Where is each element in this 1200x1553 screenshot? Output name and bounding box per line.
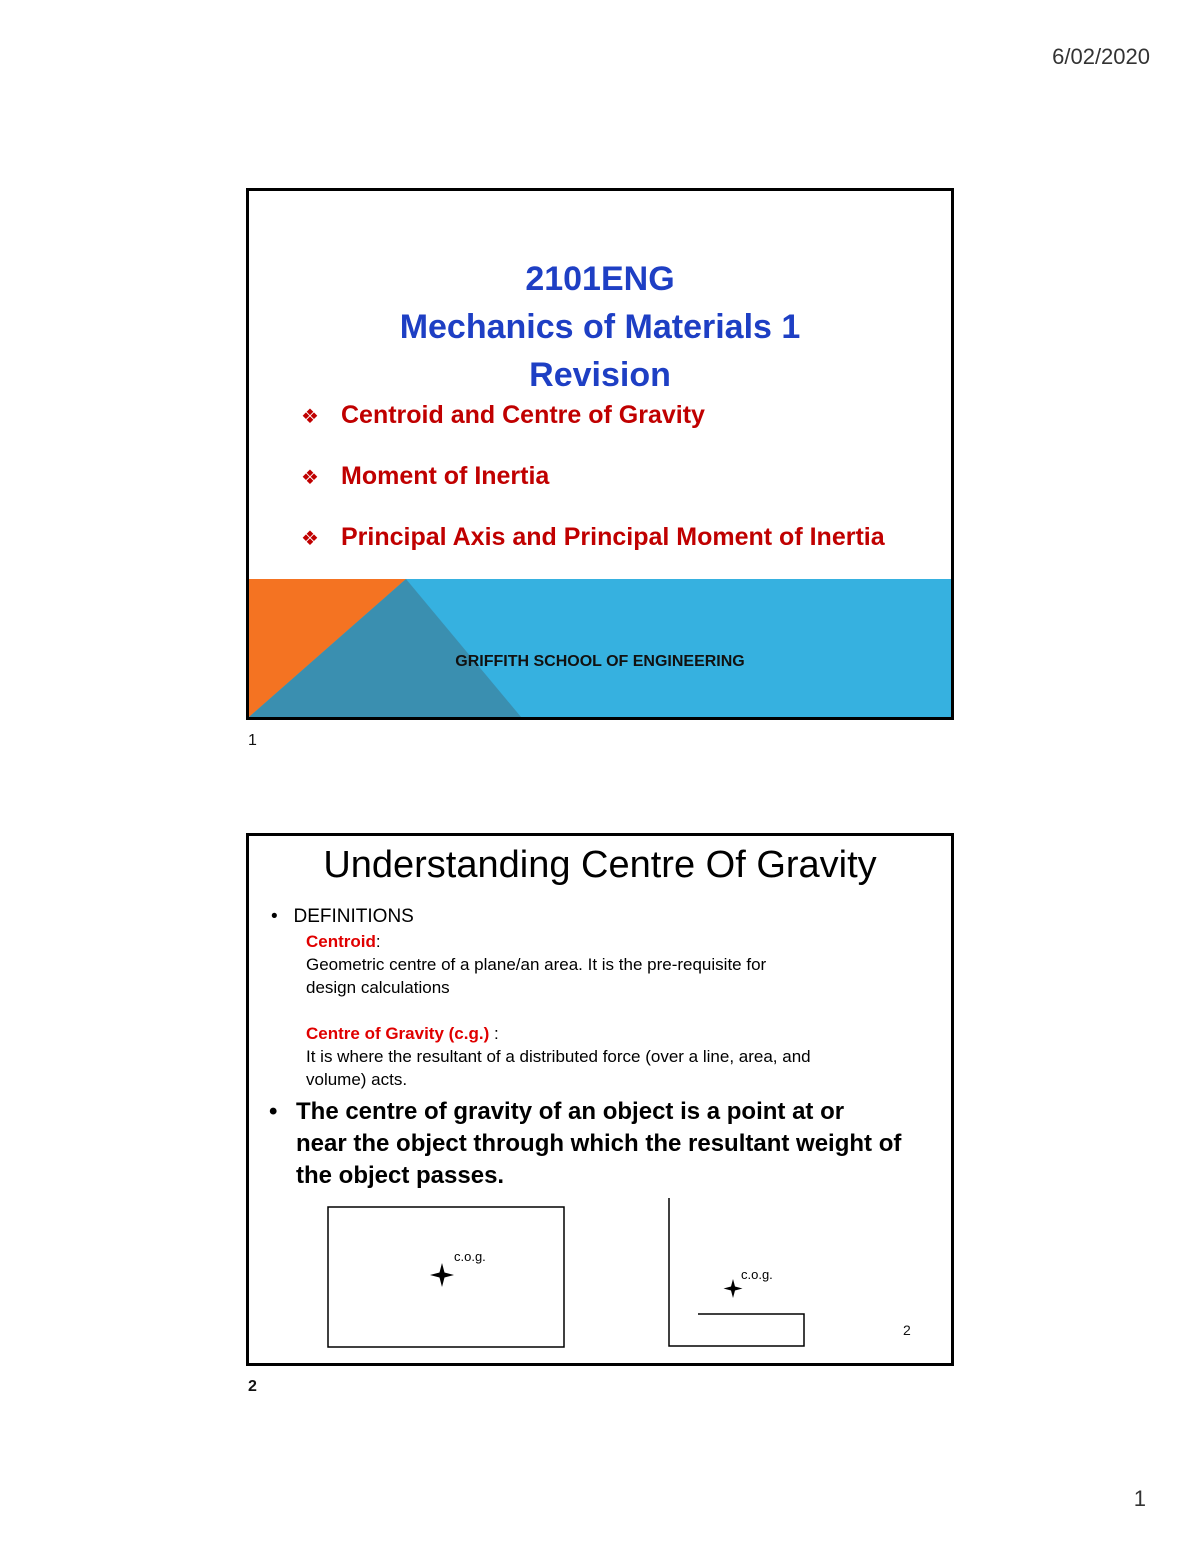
revision-label: Revision bbox=[529, 356, 671, 394]
topic-item: ❖ Principal Axis and Principal Moment of Inertia bbox=[301, 523, 885, 551]
slide-2-inner-page-number: 2 bbox=[903, 1322, 911, 1338]
cog-marker-icon bbox=[430, 1263, 454, 1287]
cog-marker-icon bbox=[724, 1279, 743, 1298]
definitions-heading: • DEFINITIONS bbox=[271, 906, 414, 927]
topic-item: ❖ Centroid and Centre of Gravity bbox=[301, 401, 705, 429]
cog-term: Centre of Gravity (c.g.) bbox=[306, 1024, 490, 1043]
slide-2-index: 2 bbox=[248, 1378, 257, 1395]
centroid-definition: Centroid: Geometric centre of a plane/an area. It is the pre-requisite for design calculations bbox=[306, 932, 767, 997]
slide-1-title bbox=[249, 255, 951, 399]
bullet-dot-icon: • bbox=[269, 1098, 278, 1125]
definitions-block bbox=[271, 906, 811, 1091]
topic-item: ❖ Moment of Inertia bbox=[301, 462, 550, 490]
centroid-term: Centroid bbox=[306, 932, 376, 951]
course-name: Mechanics of Materials 1 bbox=[399, 308, 801, 346]
bullet-dot-icon: • bbox=[271, 906, 278, 927]
school-name: GRIFFITH SCHOOL OF ENGINEERING bbox=[455, 653, 745, 670]
slide-2-title: Understanding Centre Of Gravity bbox=[323, 844, 877, 886]
decorative-footer-band bbox=[249, 579, 951, 717]
rect-cog-label: c.o.g. bbox=[454, 1249, 486, 1264]
main-statement: • The centre of gravity of an object is a point at or near the object through which the resultant weight of the object passes. bbox=[269, 1098, 902, 1189]
rectangle-figure bbox=[327, 1206, 567, 1350]
print-date: 6/02/2020 bbox=[1052, 44, 1150, 69]
slide-1-index: 1 bbox=[248, 732, 257, 749]
course-code: 2101ENG bbox=[525, 260, 675, 298]
page-number: 1 bbox=[1133, 1486, 1146, 1511]
diamond-bullet-icon: ❖ bbox=[301, 528, 319, 550]
slide-1 bbox=[246, 188, 954, 720]
diamond-bullet-icon: ❖ bbox=[301, 467, 319, 489]
slide-2 bbox=[246, 833, 954, 1366]
diamond-bullet-icon: ❖ bbox=[301, 406, 319, 428]
angle-section-figure bbox=[666, 1198, 808, 1350]
angle-cog-label: c.o.g. bbox=[741, 1267, 773, 1282]
cog-definition: Centre of Gravity (c.g.) : It is where the resultant of a distributed force (over a line, area, and volume) acts. bbox=[306, 1024, 811, 1089]
